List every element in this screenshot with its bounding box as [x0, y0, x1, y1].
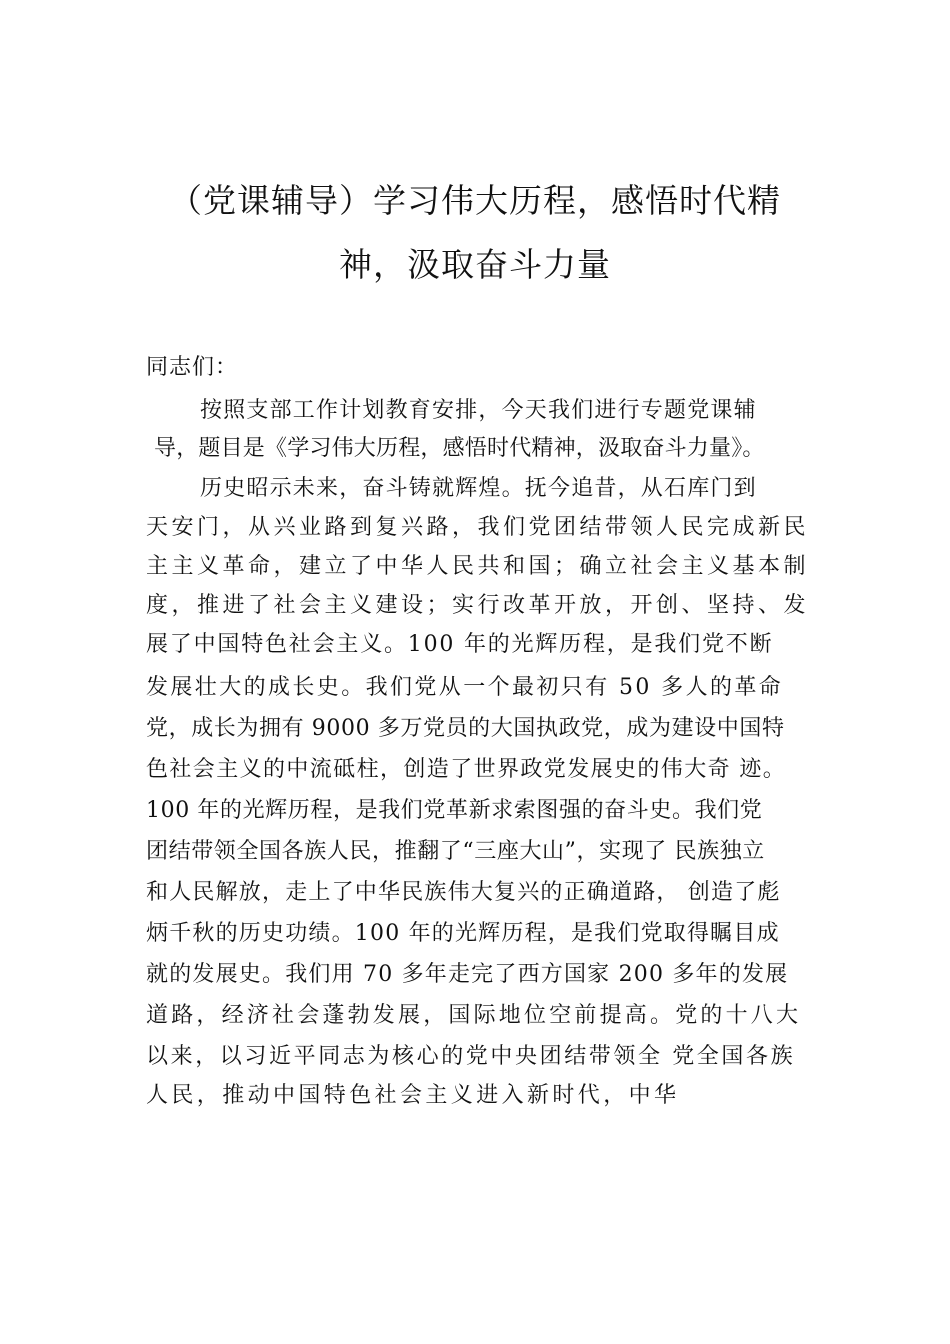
body-line: 道路，经济社会蓬勃发展，国际地位空前提高。党的十八大 [146, 1003, 802, 1028]
salutation: 同志们： [146, 355, 239, 380]
body-line: 团结带领全国各族人民，推翻了“三座大山”，实现了 民族独立 [146, 839, 765, 864]
body-line: 就的发展史。我们用 70 多年走完了西方国家 200 多年的发展 [146, 962, 789, 987]
body-line: 人民，推动中国特色社会主义进入新时代，中华 [146, 1083, 680, 1108]
body-line: 和人民解放，走上了中华民族伟大复兴的正确道路， 创造了彪 [146, 880, 781, 905]
body-line: 发展壮大的成长史。我们党从一个最初只有 50 多人的革命 [146, 675, 784, 700]
body-line: 党，成长为拥有 9000 多万党员的大国执政党，成为建设中国特 [146, 716, 785, 741]
body-line: 按照支部工作计划教育安排，今天我们进行专题党课辅 [200, 398, 757, 423]
body-line: 100 年的光辉历程，是我们党革新求索图强的奋斗史。我们党 [146, 798, 763, 823]
body-line: 度，推进了社会主义建设；实行改革开放，开创、坚持、发 [146, 593, 810, 618]
body-line: 天安门，从兴业路到复兴路，我们党团结带领人民完成新民 [146, 515, 810, 540]
body-line: 历史昭示未来，奋斗铸就辉煌。抚今追昔，从石库门到 [200, 476, 757, 501]
document-title-line-1: （党课辅导）学习伟大历程，感悟时代精 [169, 181, 781, 220]
body-line: 展了中国特色社会主义。100 年的光辉历程，是我们党不断 [146, 632, 774, 657]
body-line: 主主义革命，建立了中华人民共和国；确立社会主义基本制 [146, 554, 810, 579]
document-title-line-2: 神，汲取奋斗力量 [339, 245, 611, 284]
body-line: 导，题目是《学习伟大历程，感悟时代精神，汲取奋斗力量》。 [154, 436, 765, 461]
body-line: 炳千秋的历史功绩。100 年的光辉历程，是我们党取得瞩目成 [146, 921, 780, 946]
body-line: 以来，以习近平同志为核心的党中央团结带领全 党全国各族 [146, 1044, 796, 1069]
body-line: 色社会主义的中流砥柱，创造了世界政党发展史的伟大奇 迹。 [146, 757, 787, 782]
